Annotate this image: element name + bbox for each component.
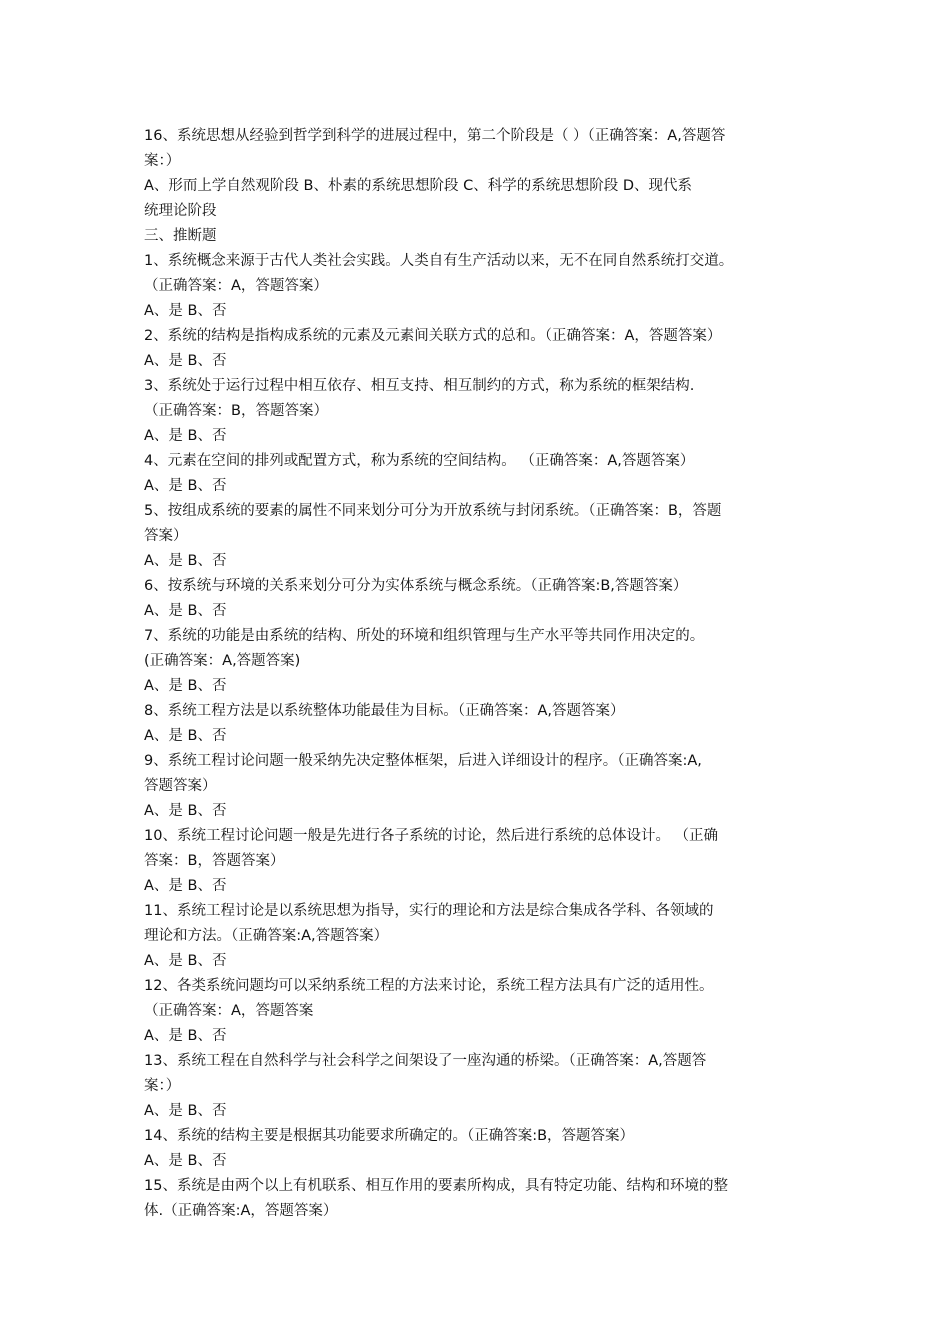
text-line: 7、系统的功能是由系统的结构、所处的环境和组织管理与生产水平等共同作用决定的。 — [144, 628, 705, 644]
text-line: 14、系统的结构主要是根据其功能要求所确定的。（正确答案:B，答题答案） — [144, 1128, 635, 1144]
text-line: （正确答案：A，答题答案 — [144, 1003, 314, 1019]
text-line: 15、系统是由两个以上有机联系、相互作用的要素所构成，具有特定功能、结构和环境的整 — [144, 1178, 728, 1194]
text-line: 3、系统处于运行过程中相互依存、相互支持、相互制约的方式，称为系统的框架结构. — [144, 378, 695, 394]
text-line: 案：） — [144, 1078, 181, 1094]
text-line: 答案） — [144, 528, 188, 544]
text-line: A、形而上学自然观阶段 B、朴素的系统思想阶段 C、科学的系统思想阶段 D、现代系 — [144, 178, 692, 194]
document-body — [144, 124, 820, 1224]
text-line: 5、按组成系统的要素的属性不同来划分可分为开放系统与封闭系统。（正确答案：B，答题 — [144, 503, 722, 519]
text-line: （正确答案：B，答题答案） — [144, 403, 328, 419]
text-line: 4、元素在空间的排列或配置方式，称为系统的空间结构。 （正确答案：A,答题答案） — [144, 453, 695, 469]
text-line: A、是 B、否 — [144, 1153, 227, 1169]
text-line: 案：） — [144, 153, 181, 169]
text-line: 1、系统概念来源于古代人类社会实践。人类自有生产活动以来，无不在同自然系统打交道。 — [144, 253, 734, 269]
text-line: A、是 B、否 — [144, 303, 227, 319]
text-line: A、是 B、否 — [144, 603, 227, 619]
text-line: A、是 B、否 — [144, 728, 227, 744]
text-line: A、是 B、否 — [144, 1103, 227, 1119]
text-line: A、是 B、否 — [144, 878, 227, 894]
text-line: 12、各类系统问题均可以采纳系统工程的方法来讨论，系统工程方法具有广泛的适用性。 — [144, 978, 714, 994]
text-line: A、是 B、否 — [144, 553, 227, 569]
text-line: 10、系统工程讨论问题一般是先进行各子系统的讨论，然后进行系统的总体设计。 （正确 — [144, 828, 719, 844]
text-line: 统理论阶段 — [144, 203, 217, 219]
text-line: A、是 B、否 — [144, 353, 227, 369]
text-line: (正确答案：A,答题答案) — [144, 653, 301, 669]
text-line: 答案：B，答题答案） — [144, 853, 285, 869]
text-line: 答题答案） — [144, 778, 217, 794]
text-line: 6、按系统与环境的关系来划分可分为实体系统与概念系统。（正确答案:B,答题答案） — [144, 578, 688, 594]
text-line: 13、系统工程在自然科学与社会科学之间架设了一座沟通的桥梁。（正确答案：A,答题答 — [144, 1053, 707, 1069]
text-line: 理论和方法。（正确答案:A,答题答案） — [144, 928, 389, 944]
text-line: 2、系统的结构是指构成系统的元素及元素间关联方式的总和。（正确答案：A，答题答案） — [144, 328, 722, 344]
text-line: A、是 B、否 — [144, 1028, 227, 1044]
text-line: 体.（正确答案:A，答题答案） — [144, 1203, 338, 1219]
text-line: 8、系统工程方法是以系统整体功能最佳为目标。（正确答案：A,答题答案） — [144, 703, 625, 719]
text-line: 16、系统思想从经验到哲学到科学的进展过程中，第二个阶段是（ ）（正确答案：A,答题答 — [144, 128, 726, 144]
text-line: A、是 B、否 — [144, 953, 227, 969]
text-line: A、是 B、否 — [144, 803, 227, 819]
text-line: 9、系统工程讨论问题一般采纳先决定整体框架，后进入详细设计的程序。（正确答案:A, — [144, 753, 702, 769]
text-line: 11、系统工程讨论是以系统思想为指导，实行的理论和方法是综合集成各学科、各领域的 — [144, 903, 714, 919]
text-line: A、是 B、否 — [144, 428, 227, 444]
text-line: （正确答案：A，答题答案） — [144, 278, 328, 294]
text-line: A、是 B、否 — [144, 478, 227, 494]
text-line: A、是 B、否 — [144, 678, 227, 694]
text-line: 三、推断题 — [144, 228, 217, 244]
